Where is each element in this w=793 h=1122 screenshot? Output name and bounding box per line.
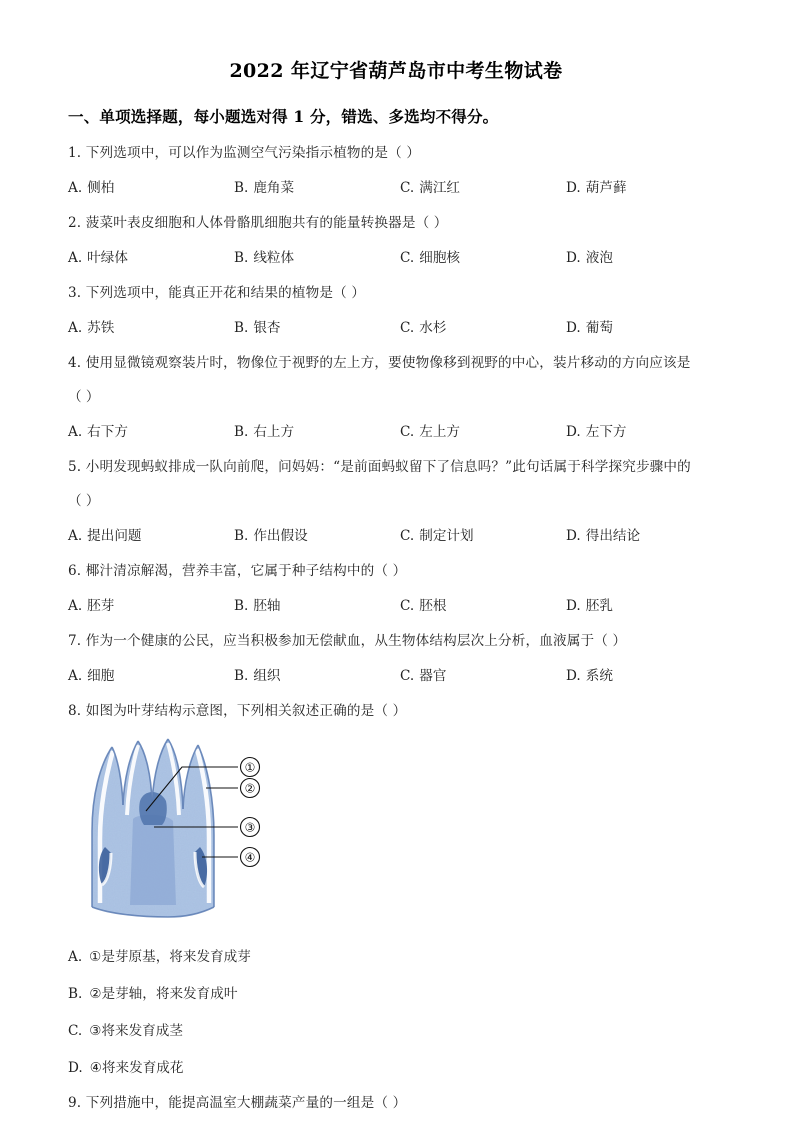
- question-5-options: [68, 526, 728, 546]
- option-b-text: 银杏: [253, 320, 281, 336]
- option-a-text: 侧柏: [87, 180, 115, 196]
- option-b-label: B.: [234, 424, 249, 440]
- option-c-label: C.: [400, 598, 415, 614]
- option-b-label: B.: [234, 320, 249, 336]
- option-b[interactable]: [234, 666, 400, 686]
- option-b[interactable]: [234, 248, 400, 268]
- question-8-options: [68, 947, 728, 1078]
- option-b-text: 线粒体: [253, 250, 295, 266]
- option-a-text: ①是芽原基，将来发育成芽: [89, 949, 251, 965]
- page-content: [68, 0, 728, 1114]
- question-5-stem-continuation: （ ）: [68, 493, 100, 509]
- option-b-label: B.: [68, 986, 83, 1002]
- option-d-label: D.: [566, 598, 581, 614]
- option-b-text: 右上方: [253, 424, 295, 440]
- option-d-text: 得出结论: [585, 528, 641, 544]
- option-c-label: C.: [68, 1023, 83, 1039]
- callout-markers: [241, 758, 260, 867]
- option-c[interactable]: [68, 1021, 728, 1041]
- option-a[interactable]: [68, 666, 234, 686]
- callout-4-label: ④: [244, 850, 256, 865]
- question-4-options: [68, 422, 728, 442]
- option-a-text: 胚芽: [87, 598, 115, 614]
- option-a-text: 提出问题: [87, 528, 142, 544]
- option-b-text: 组织: [253, 668, 281, 684]
- callout-2-label: ②: [244, 781, 256, 796]
- option-a[interactable]: [68, 248, 234, 268]
- option-d-label: D.: [566, 668, 581, 684]
- option-c[interactable]: [400, 318, 566, 338]
- option-b[interactable]: [234, 526, 400, 546]
- option-d-label: D.: [566, 528, 581, 544]
- option-b-text: 作出假设: [253, 528, 308, 544]
- option-b-text: 胚轴: [253, 598, 281, 614]
- option-a-label: A.: [68, 320, 83, 336]
- option-c[interactable]: [400, 596, 566, 616]
- option-a-text: 叶绿体: [87, 250, 128, 266]
- option-c-text: 水杉: [419, 320, 447, 336]
- option-b-text: ②是芽轴，将来发育成叶: [89, 986, 238, 1002]
- option-a[interactable]: [68, 526, 234, 546]
- option-a-label: A.: [68, 424, 83, 440]
- leaf-bud-figure-svg: [78, 735, 278, 930]
- option-b[interactable]: [234, 178, 400, 198]
- option-c-label: C.: [400, 668, 415, 684]
- option-b-label: B.: [234, 668, 249, 684]
- question-2-stem: 2. 菠菜叶表皮细胞和人体骨骼肌细胞共有的能量转换器是（ ）: [68, 215, 448, 231]
- question-8-stem: 8. 如图为叶芽结构示意图，下列相关叙述正确的是（ ）: [68, 703, 407, 719]
- option-c-text: 胚根: [419, 598, 447, 614]
- option-d-text: 系统: [585, 668, 613, 684]
- option-c[interactable]: [400, 526, 566, 546]
- option-d-text: ④将来发育成花: [89, 1060, 184, 1076]
- option-d[interactable]: [566, 248, 732, 268]
- option-d-label: D.: [566, 424, 581, 440]
- option-c-label: C.: [400, 180, 415, 196]
- option-d-label: D.: [566, 320, 581, 336]
- option-c-label: C.: [400, 528, 415, 544]
- option-a-label: A.: [68, 949, 83, 965]
- option-d-label: D.: [566, 180, 581, 196]
- callout-1-label: ①: [244, 760, 256, 775]
- option-a-label: A.: [68, 180, 83, 196]
- question-1-options: [68, 178, 728, 198]
- leaf-bud-diagram: [78, 735, 728, 930]
- option-d-label: D.: [68, 1060, 83, 1076]
- option-d[interactable]: [566, 178, 732, 198]
- option-d-text: 葡萄: [585, 320, 613, 336]
- option-d[interactable]: [566, 318, 732, 338]
- option-d[interactable]: [566, 596, 732, 616]
- option-a-text: 细胞: [87, 668, 115, 684]
- question-9-stem: 9. 下列措施中，能提高温室大棚蔬菜产量的一组是（ ）: [68, 1095, 407, 1111]
- option-a[interactable]: [68, 947, 728, 967]
- option-a-label: A.: [68, 598, 83, 614]
- option-c[interactable]: [400, 422, 566, 442]
- question-1-stem: 1. 下列选项中，可以作为监测空气污染指示植物的是（ ）: [68, 145, 421, 161]
- section-heading: 一、单项选择题，每小题选对得 1 分，错选、多选均不得分。: [68, 107, 499, 126]
- page-title: 2022 年辽宁省葫芦岛市中考生物试卷: [229, 60, 563, 82]
- question-2-options: [68, 248, 728, 268]
- option-d-text: 液泡: [585, 250, 613, 266]
- question-7-stem: 7. 作为一个健康的公民，应当积极参加无偿献血，从生物体结构层次上分析，血液属于（ ）: [68, 633, 627, 649]
- option-c[interactable]: [400, 248, 566, 268]
- option-b[interactable]: [234, 318, 400, 338]
- option-c-text: 细胞核: [419, 250, 461, 266]
- option-c-text: 制定计划: [419, 528, 474, 544]
- option-a-label: A.: [68, 668, 83, 684]
- option-d[interactable]: [566, 526, 732, 546]
- callout-3-label: ③: [244, 820, 256, 835]
- option-a-label: A.: [68, 250, 83, 266]
- option-c-text: 器官: [419, 668, 447, 684]
- option-d[interactable]: [68, 1058, 728, 1078]
- option-a-label: A.: [68, 528, 83, 544]
- option-d-text: 葫芦藓: [585, 180, 627, 196]
- option-c-label: C.: [400, 424, 415, 440]
- question-3-stem: 3. 下列选项中，能真正开花和结果的植物是（ ）: [68, 285, 366, 301]
- question-6-stem: 6. 椰汁清凉解渴，营养丰富，它属于种子结构中的（ ）: [68, 563, 407, 579]
- option-d[interactable]: [566, 666, 732, 686]
- option-b-label: B.: [234, 598, 249, 614]
- option-c[interactable]: [400, 666, 566, 686]
- question-4-stem-continuation: （ ）: [68, 389, 100, 405]
- option-d-text: 左下方: [585, 424, 627, 440]
- option-c[interactable]: [400, 178, 566, 198]
- option-d-label: D.: [566, 250, 581, 266]
- option-c-text: ③将来发育成茎: [89, 1023, 183, 1039]
- option-b[interactable]: [68, 984, 728, 1004]
- question-4-stem: 4. 使用显微镜观察装片时，物像位于视野的左上方，要使物像移到视野的中心，装片移动的方向应该是: [68, 355, 691, 371]
- option-c-label: C.: [400, 320, 415, 336]
- question-3-options: [68, 318, 728, 338]
- question-7-options: [68, 666, 728, 686]
- option-a[interactable]: [68, 596, 234, 616]
- option-d-text: 胚乳: [585, 598, 613, 614]
- option-b[interactable]: [234, 596, 400, 616]
- option-a-text: 苏铁: [87, 320, 115, 336]
- option-b-label: B.: [234, 180, 249, 196]
- option-c-text: 左上方: [419, 424, 461, 440]
- option-b-text: 鹿角菜: [253, 180, 295, 196]
- option-c-text: 满江红: [419, 180, 461, 196]
- option-b[interactable]: [234, 422, 400, 442]
- option-b-label: B.: [234, 528, 249, 544]
- question-5-stem: 5. 小明发现蚂蚁排成一队向前爬，问妈妈：“是前面蚂蚁留下了信息吗？”此句话属于科学探究步骤中的: [68, 459, 691, 475]
- option-a[interactable]: [68, 178, 234, 198]
- option-a[interactable]: [68, 318, 234, 338]
- option-a[interactable]: [68, 422, 234, 442]
- option-c-label: C.: [400, 250, 415, 266]
- question-6-options: [68, 596, 728, 616]
- option-a-text: 右下方: [87, 424, 128, 440]
- option-d[interactable]: [566, 422, 732, 442]
- option-b-label: B.: [234, 250, 249, 266]
